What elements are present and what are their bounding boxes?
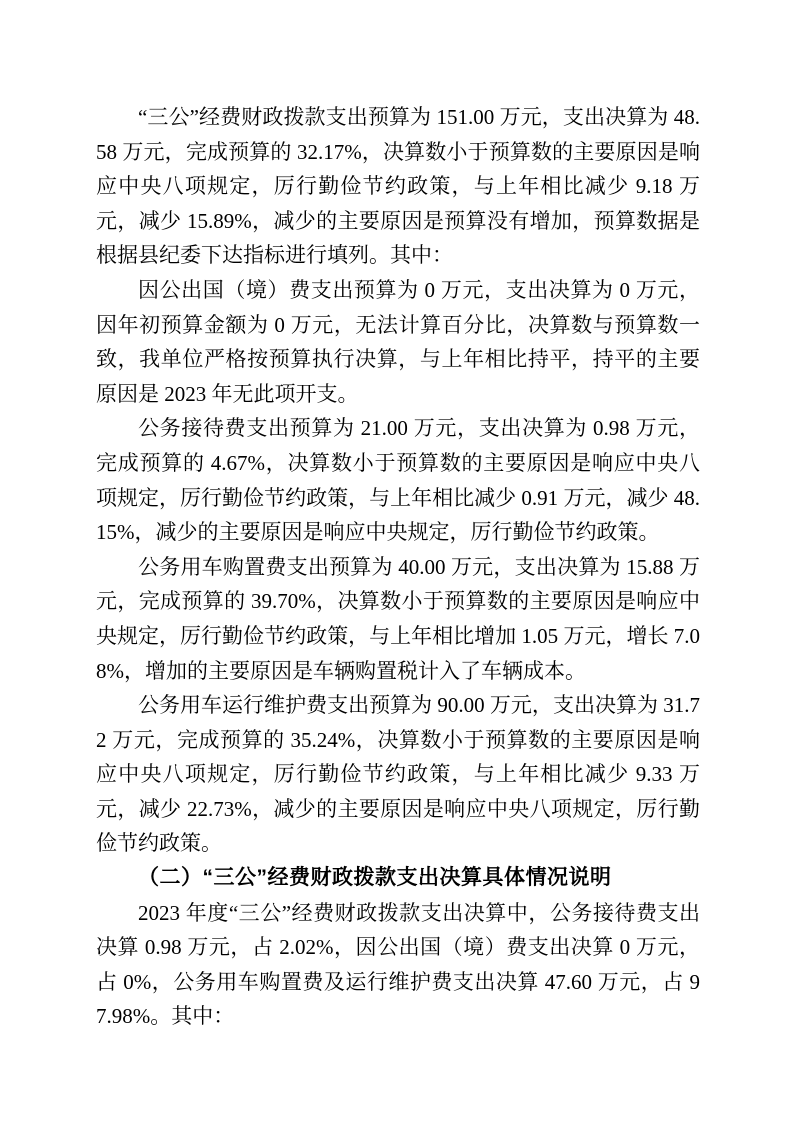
document-body — [96, 100, 700, 1034]
paragraph-abroad-expense: 因公出国（境）费支出预算为 0 万元，支出决算为 0 万元，因年初预算金额为 0 万元，无法计算百分比，决算数与预算数一致，我单位严格按预算执行决算，与上年相比持平，持平的主要原因是 2023 年无此项开支。 — [96, 277, 700, 406]
paragraph-vehicle-purchase: 公务用车购置费支出预算为 40.00 万元，支出决算为 15.88 万元，完成预算的 39.70%，决算数小于预算数的主要原因是响应中央规定，厉行勤俭节约政策，与上年相比增加 1.05 万元，增长 7.08%，增加的主要原因是车辆购置税计入了车辆成本。 — [96, 554, 700, 683]
paragraph-vehicle-maintenance: 公务用车运行维护费支出预算为 90.00 万元，支出决算为 31.72 万元，完成预算的 35.24%，决算数小于预算数的主要原因是响应中央八项规定，厉行勤俭节约政策，与上年相比减少 9.33 万元，减少 22.73%，减少的主要原因是响应中央八项规定，厉行勤俭节约政策。 — [96, 693, 700, 856]
paragraph-sangong-breakdown: 2023 年度“三公”经费财政拨款支出决算中，公务接待费支出决算 0.98 万元，占 2.02%，因公出国（境）费支出决算 0 万元，占 0%，公务用车购置费及运行维护费支出决算 47.60 万元，占 97.98%。其中： — [96, 900, 700, 1029]
paragraph-reception-expense: 公务接待费支出预算为 21.00 万元，支出决算为 0.98 万元，完成预算的 4.67%，决算数小于预算数的主要原因是响应中央八项规定，厉行勤俭节约政策，与上年相比减少 0.91 万元，减少 48.15%，减少的主要原因是响应中央规定，厉行勤俭节约政策。 — [96, 416, 700, 545]
section-heading-sangong-detail: （二）“三公”经费财政拨款支出决算具体情况说明 — [138, 866, 612, 890]
paragraph-sangong-overview: “三公”经费财政拨款支出预算为 151.00 万元，支出决算为 48.58 万元，完成预算的 32.17%，决算数小于预算数的主要原因是响应中央八项规定，厉行勤俭节约政策，与上年相比减少 9.18 万元，减少 15.89%，减少的主要原因是预算没有增加，预算数据是根据县纪委下达指标进行填列。其中： — [96, 105, 700, 268]
